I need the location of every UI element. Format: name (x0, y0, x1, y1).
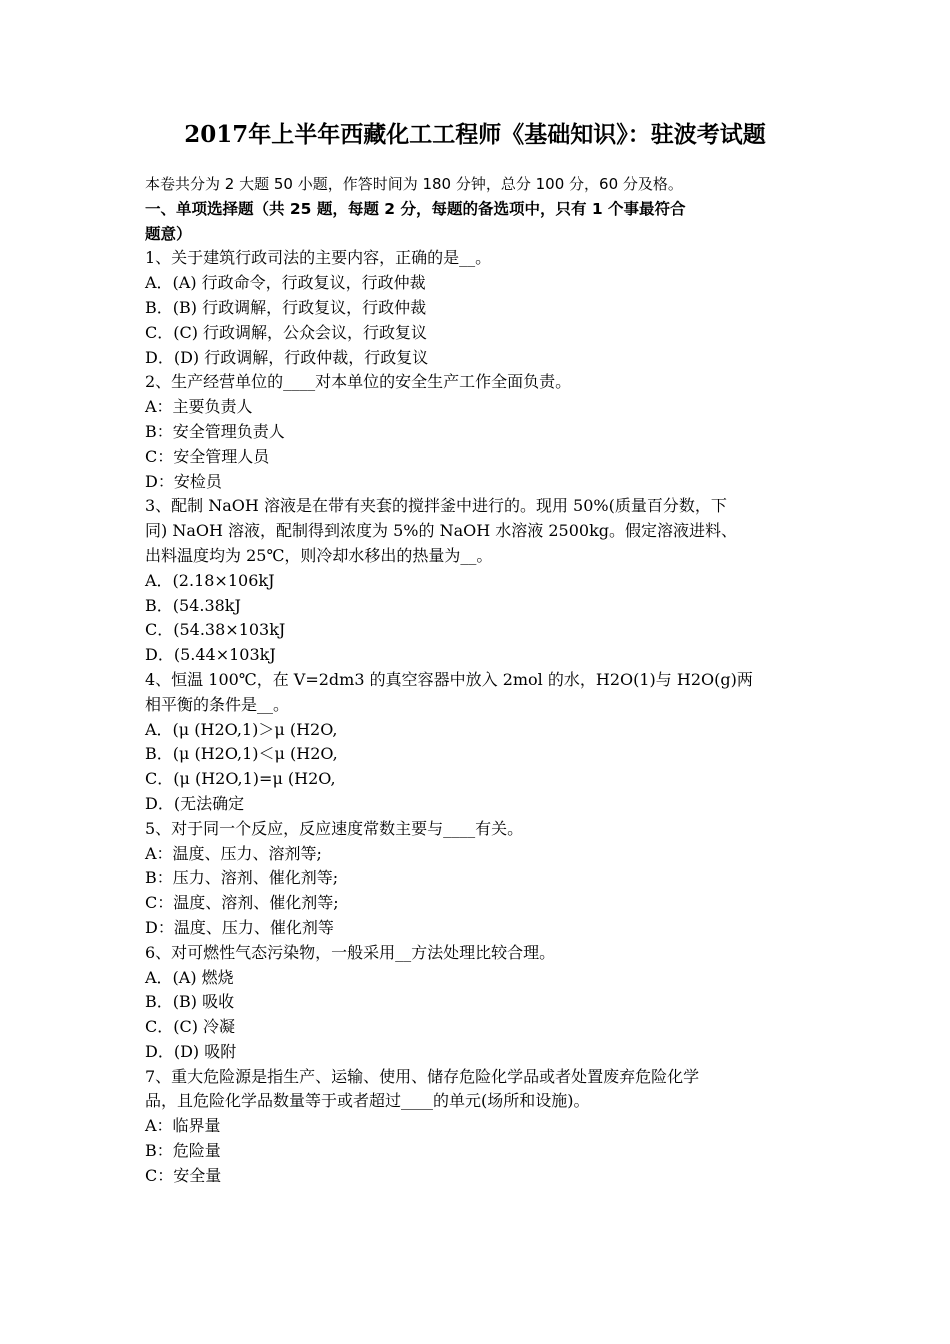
document-body (145, 172, 810, 1189)
option-b: B．(B) 吸收 (145, 992, 235, 1012)
option-a: A：温度、压力、溶剂等; (145, 843, 322, 863)
option-d: D．(无法确定 (145, 793, 245, 813)
page-title: 2017年上半年西藏化工工程师《基础知识》：驻波考试题 (184, 121, 766, 148)
option-d: D．(D) 行政调解，行政仲裁，行政复议 (145, 347, 429, 367)
question-stem: 相平衡的条件是__。 (145, 694, 290, 714)
question-4 (145, 668, 810, 817)
question-2 (145, 370, 810, 494)
option-a: A．(A) 行政命令，行政复议，行政仲裁 (145, 273, 426, 293)
question-stem: 3、配制 NaOH 溶液是在带有夹套的搅拌釜中进行的。现用 50%(质量百分数，下 (145, 496, 727, 516)
question-stem: 品，且危险化学品数量等于或者超过____的单元(场所和设施)。 (145, 1091, 590, 1111)
option-c: C．(μ (H2O,1)=μ (H2O, (145, 769, 336, 789)
option-c: C．(C) 行政调解，公众会议，行政复议 (145, 322, 428, 342)
option-b: B：危险量 (145, 1141, 221, 1161)
option-a: A：临界量 (145, 1116, 221, 1136)
section-heading-line-2: 题意） (145, 224, 192, 243)
question-stem: 2、生产经营单位的____对本单位的安全生产工作全面负责。 (145, 372, 572, 392)
option-b: B．(μ (H2O,1)＜μ (H2O, (145, 744, 338, 764)
option-c: C．(C) 冷凝 (145, 1017, 236, 1037)
question-stem: 5、对于同一个反应，反应速度常数主要与____有关。 (145, 818, 524, 838)
option-c: C．(54.38×103kJ (145, 620, 286, 640)
option-a: A．(μ (H2O,1)＞μ (H2O, (145, 719, 338, 739)
option-a: A：主要负责人 (145, 397, 253, 417)
option-d: D：安检员 (145, 471, 222, 491)
question-stem: 1、关于建筑行政司法的主要内容，正确的是__。 (145, 248, 492, 268)
option-c: C：安全量 (145, 1165, 222, 1185)
exam-intro: 本卷共分为 2 大题 50 小题，作答时间为 180 分钟，总分 100 分，60 分及格。 (145, 175, 683, 193)
option-b: B：压力、溶剂、催化剂等; (145, 868, 339, 888)
option-c: C：温度、溶剂、催化剂等; (145, 893, 339, 913)
option-d: D．(5.44×103kJ (145, 645, 276, 665)
option-b: B：安全管理负责人 (145, 421, 285, 441)
question-stem: 4、恒温 100℃，在 V=2dm3 的真空容器中放入 2mol 的水，H2O(1)与 H2O(g)两 (145, 669, 753, 689)
section-heading-line-1: 一、单项选择题（共 25 题，每题 2 分，每题的备选项中，只有 1 个事最符合 (145, 199, 686, 218)
question-1 (145, 246, 810, 370)
question-7 (145, 1065, 810, 1189)
option-d: D：温度、压力、催化剂等 (145, 917, 334, 937)
question-3 (145, 494, 810, 668)
option-d: D．(D) 吸附 (145, 1041, 237, 1061)
question-5 (145, 817, 810, 941)
option-b: B．(54.38kJ (145, 595, 241, 615)
question-6 (145, 941, 810, 1065)
question-stem: 同) NaOH 溶液，配制得到浓度为 5%的 NaOH 水溶液 2500kg。假定溶液进料、 (145, 521, 738, 541)
option-c: C：安全管理人员 (145, 446, 270, 466)
question-stem: 出料温度均为 25℃，则冷却水移出的热量为__。 (145, 545, 493, 565)
option-a: A．(2.18×106kJ (145, 570, 275, 590)
question-stem: 7、重大危险源是指生产、运输、使用、储存危险化学品或者处置废弃危险化学 (145, 1066, 700, 1086)
option-b: B．(B) 行政调解，行政复议，行政仲裁 (145, 297, 427, 317)
question-stem: 6、对可燃性气态污染物，一般采用__方法处理比较合理。 (145, 942, 556, 962)
option-a: A．(A) 燃烧 (145, 967, 234, 987)
